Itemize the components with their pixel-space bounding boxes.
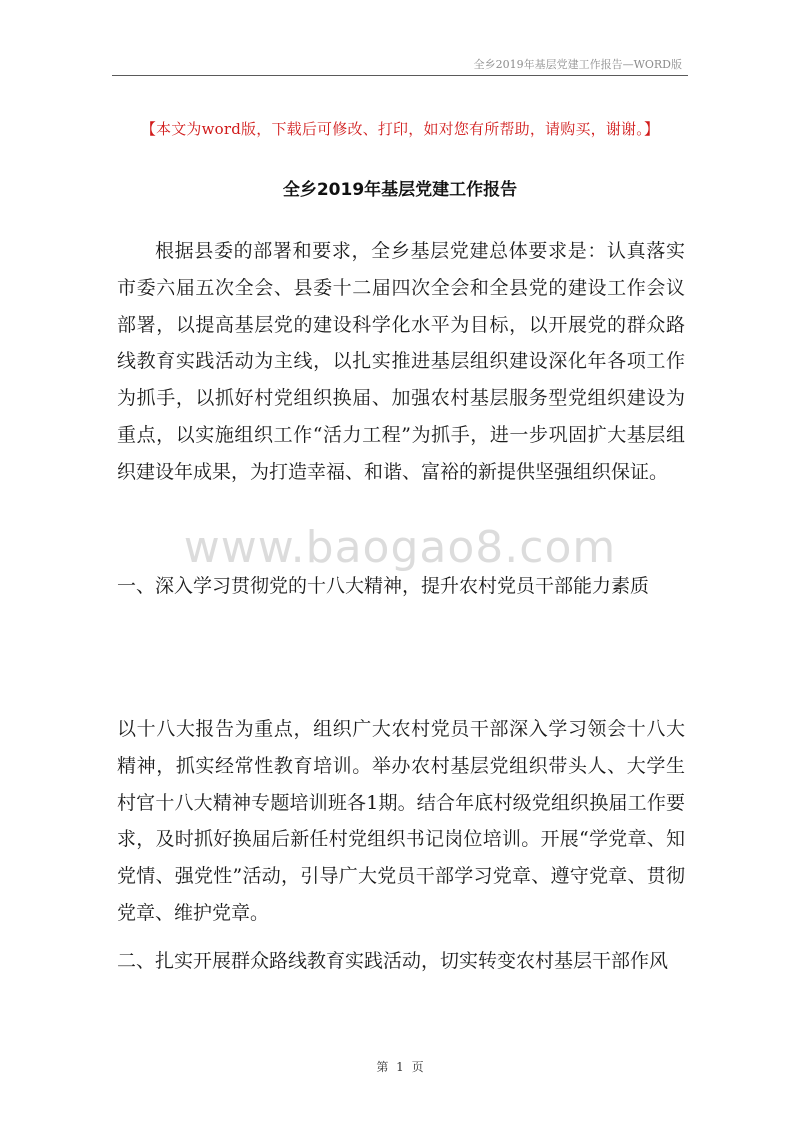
intro-paragraph: 根据县委的部署和要求，全乡基层党建总体要求是：认真落实市委六届五次全会、县委十二届四次全会和全县党的建设工作会议部署，以提高基层党的建设科学化水平为目标，以开展党的群众路线教育实践活动为主线，以扎实推进基层组织建设深化年各项工作为抓手，以抓好村党组织换届、加强农村基层服务型党组织建设为重点，以实施组织工作“活力工程”为抓手，进一步巩固扩大基层组织建设年成果，为打造幸福、和谐、富裕的新提供坚强组织保证。 [117, 240, 685, 483]
running-header-title: 全乡2019年基层党建工作报告—WORD版 [473, 58, 682, 71]
section-1-paragraph: 以十八大报告为重点，组织广大农村党员干部深入学习领会十八大精神，抓实经常性教育培训。举办农村基层党组织带头人、大学生村官十八大精神专题培训班各1期。结合年底村级党组织换届工作要求，及时抓好换届后新任村党组织书记岗位培训。开展“学党章、知党情、强党性”活动，引导广大党员干部学习党章、遵守党章、贯彻党章、维护党章。 [117, 718, 685, 924]
purchase-notice: 【本文为word版，下载后可修改、打印，如对您有所帮助，请购买，谢谢。】 [140, 120, 660, 138]
watermark: www.baogao8.com [183, 522, 617, 573]
section-1-heading: 一、深入学习贯彻党的十八大精神，提升农村党员干部能力素质 [117, 575, 650, 597]
section-2-heading: 二、扎实开展群众路线教育实践活动，切实转变农村基层干部作风 [117, 950, 669, 972]
header-divider [112, 75, 688, 76]
page-number: 第 1 页 [376, 1060, 424, 1074]
document-title: 全乡2019年基层党建工作报告 [282, 180, 518, 200]
